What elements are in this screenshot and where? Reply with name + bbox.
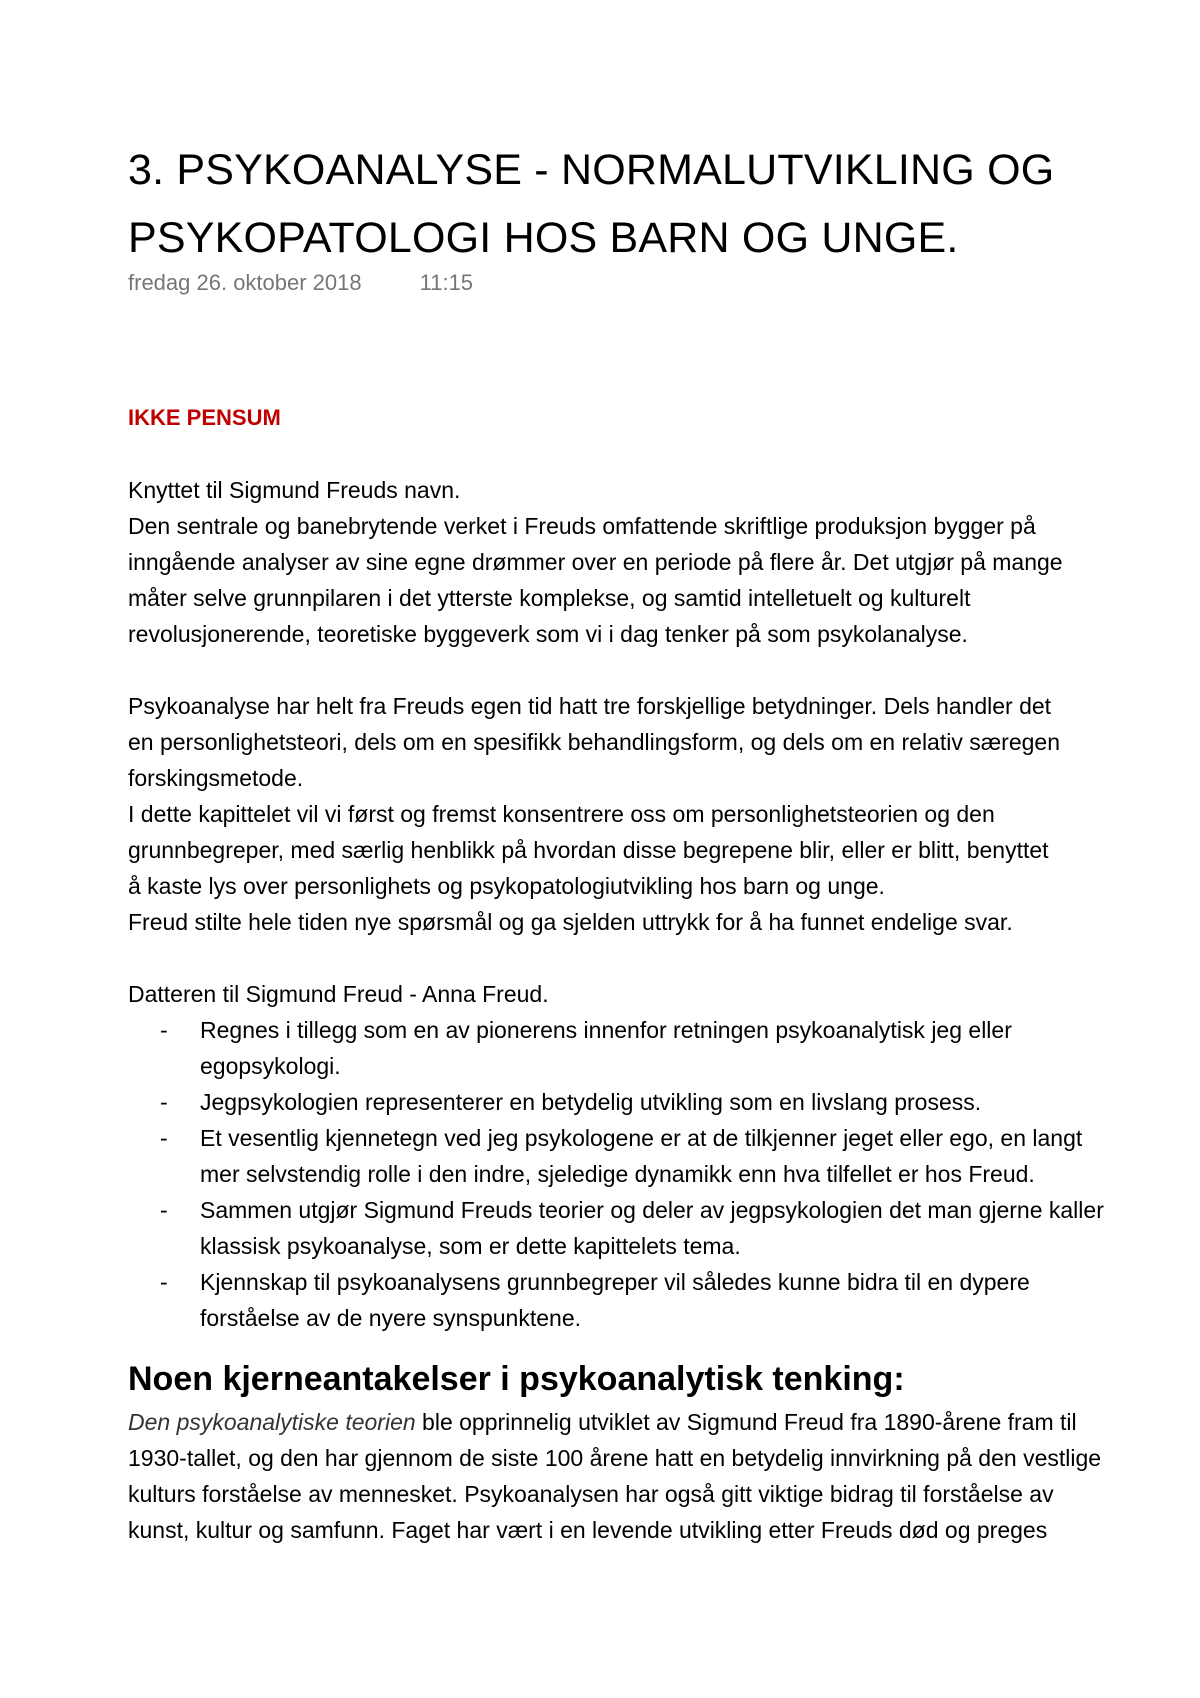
note-time: 11:15 bbox=[419, 270, 474, 295]
text-line: Freud stilte hele tiden nye spørsmål og ga sjelden uttrykk for å ha funnet endelige svar. bbox=[128, 909, 1013, 935]
paragraph-gap bbox=[128, 940, 1200, 976]
anna-freud-lead: Datteren til Sigmund Freud - Anna Freud. bbox=[128, 981, 549, 1007]
text-line bbox=[128, 1404, 1200, 1440]
dash-bullet: - bbox=[160, 1269, 168, 1295]
text-line: Den sentrale og banebrytende verket i Freuds omfattende skriftlige produksjon bygger på bbox=[128, 513, 1036, 539]
not-curriculum-label: IKKE PENSUM bbox=[128, 405, 281, 430]
meanings-paragraph bbox=[128, 688, 1200, 940]
dash-bullet: - bbox=[160, 1197, 168, 1223]
note-body bbox=[128, 400, 1200, 1548]
text-line: Et vesentlig kjennetegn ved jeg psykologene er at de tilkjenner jeget eller ego, en langt bbox=[200, 1125, 1083, 1151]
text-line: en personlighetsteori, dels om en spesifikk behandlingsform, og dels om en relativ særegen bbox=[128, 729, 1061, 755]
text-line: klassisk psykoanalyse, som er dette kapittelets tema. bbox=[200, 1233, 741, 1259]
intro-paragraph bbox=[128, 472, 1200, 652]
anna-freud-bullet-list bbox=[128, 1012, 1200, 1336]
text-line: Knyttet til Sigmund Freuds navn. bbox=[128, 477, 461, 503]
text-line: Sammen utgjør Sigmund Freuds teorier og deler av jegpsykologien det man gjerne kaller bbox=[200, 1197, 1104, 1223]
text-line: forskingsmetode. bbox=[128, 765, 304, 791]
text-line: grunnbegreper, med særlig henblikk på hvordan disse begrepene blir, eller er blitt, benyttet bbox=[128, 837, 1049, 863]
text-line: inngående analyser av sine egne drømmer over en periode på flere år. Det utgjør på mange bbox=[128, 549, 1063, 575]
list-item bbox=[128, 1264, 1200, 1336]
italic-term: Den psykoanalytiske teorien bbox=[128, 1409, 416, 1435]
dash-bullet: - bbox=[160, 1089, 168, 1115]
text-line: måter selve grunnpilaren i det ytterste komplekse, og samtid intelletuelt og kulturelt bbox=[128, 585, 971, 611]
note-date: fredag 26. oktober 2018 bbox=[128, 270, 362, 295]
list-item bbox=[128, 1192, 1200, 1264]
text-line: I dette kapittelet vil vi først og fremst konsentrere oss om personlighetsteorien og den bbox=[128, 801, 995, 827]
text-line: Psykoanalyse har helt fra Freuds egen tid hatt tre forskjellige betydninger. Dels handler det bbox=[128, 693, 1052, 719]
list-item bbox=[128, 1012, 1200, 1084]
title-line-2: PSYKOPATOLOGI HOS BARN OG UNGE. bbox=[128, 214, 959, 262]
section-paragraph bbox=[128, 1404, 1200, 1548]
text-line: Kjennskap til psykoanalysens grunnbegreper vil således kunne bidra til en dypere bbox=[200, 1269, 1030, 1295]
text-line: Regnes i tillegg som en av pionerens innenfor retningen psykoanalytisk jeg eller bbox=[200, 1017, 1012, 1043]
text-line: mer selvstendig rolle i den indre, sjeledige dynamikk enn hva tilfellet er hos Freud. bbox=[200, 1161, 1035, 1187]
dash-bullet: - bbox=[160, 1017, 168, 1043]
text-line: 1930-tallet, og den har gjennom de siste 100 årene hatt en betydelig innvirkning på den vestlige bbox=[128, 1445, 1102, 1471]
list-item bbox=[128, 1120, 1200, 1192]
text-line: kunst, kultur og samfunn. Faget har vært i en levende utvikling etter Freuds død og preges bbox=[128, 1517, 1048, 1543]
text-line: forståelse av de nyere synspunktene. bbox=[200, 1305, 582, 1331]
title-line-1: 3. PSYKOANALYSE - NORMALUTVIKLING OG bbox=[128, 146, 1055, 194]
list-item bbox=[128, 1084, 1200, 1120]
dash-bullet: - bbox=[160, 1125, 168, 1151]
text-line: egopsykologi. bbox=[200, 1053, 341, 1079]
text-line: Jegpsykologien representerer en betydelig utvikling som en livslang prosess. bbox=[200, 1089, 982, 1115]
section-heading: Noen kjerneantakelser i psykoanalytisk tenking: bbox=[128, 1360, 905, 1398]
text-line: revolusjonerende, teoretiske byggeverk som vi i dag tenker på som psykolanalyse. bbox=[128, 621, 968, 647]
paragraph-gap bbox=[128, 652, 1200, 688]
text-line: kulturs forståelse av mennesket. Psykoanalysen har også gitt viktige bidrag til forståelse av bbox=[128, 1481, 1054, 1507]
text-run: ble opprinnelig utviklet av Sigmund Freud fra 1890-årene fram til bbox=[415, 1409, 1077, 1435]
text-line: å kaste lys over personlighets og psykopatologiutvikling hos barn og unge. bbox=[128, 873, 885, 899]
page-title bbox=[128, 136, 1188, 272]
note-timestamp bbox=[128, 270, 473, 296]
